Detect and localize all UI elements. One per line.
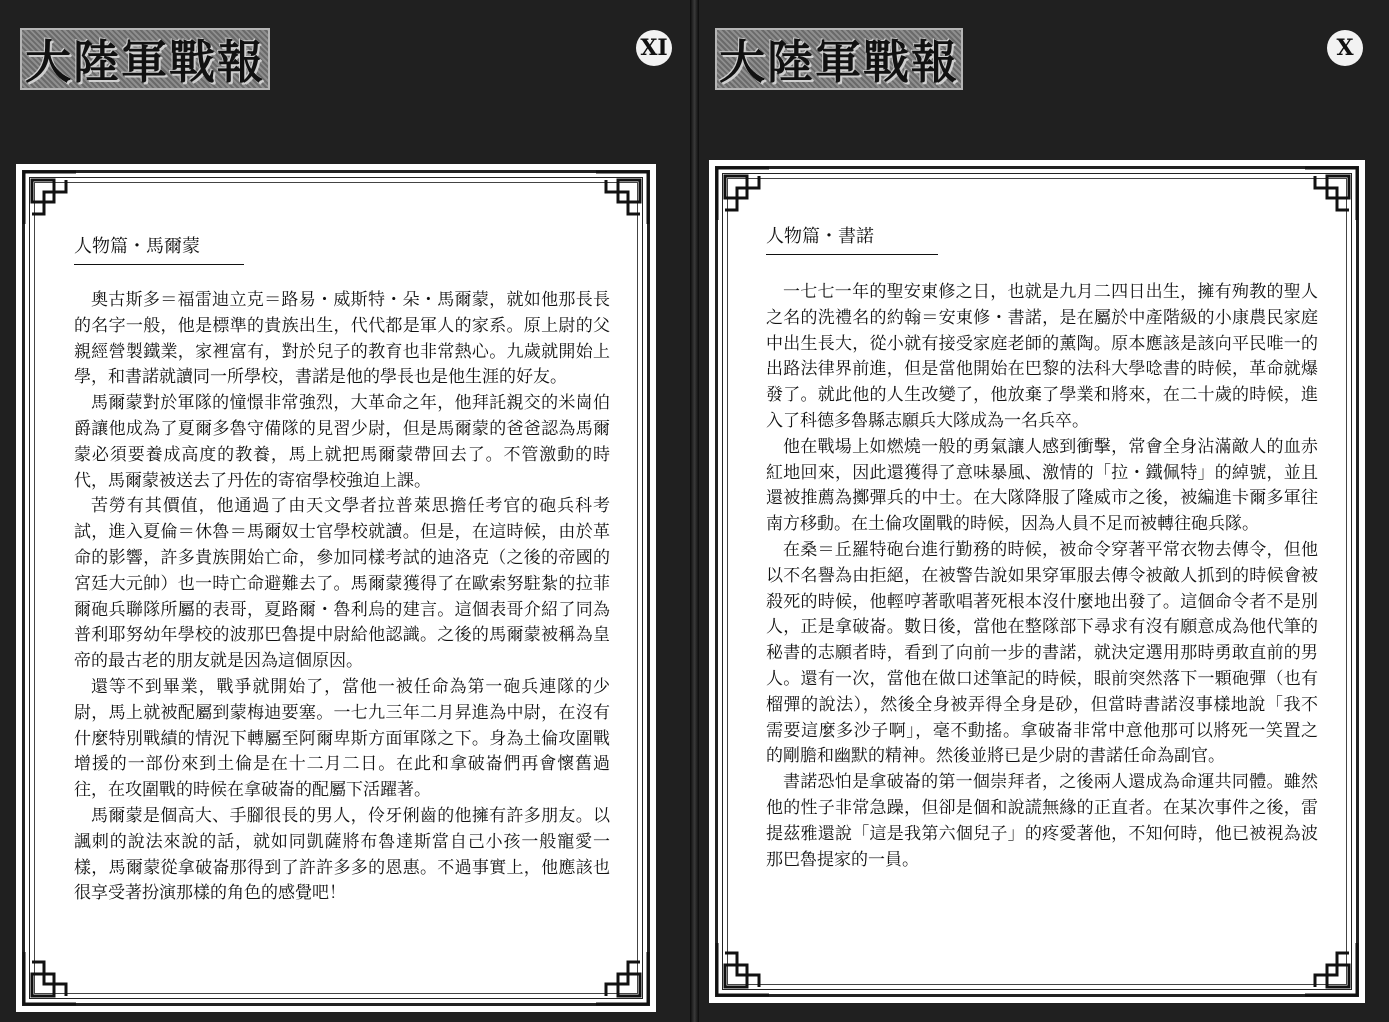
body-text: [766, 280, 1318, 873]
corner-ornament-icon: [18, 948, 80, 1010]
paragraph: 在桑＝丘羅特砲台進行勤務的時候，被命令穿著平常衣物去傳令，但他以不名譽為由拒絕，在被警告說如果穿軍服去傳令被敵人抓到的時候會被殺死的時候，他輕哼著歌唱著死根本沒什麼地出發了。這個命令者不是別人，正是拿破崙。數日後，當他在整隊部下尋求有沒有願意成為他代筆的秘書的志願者時，看到了向前一步的書諾，就決定選用那時勇敢直前的男人。還有一次，當他在做口述筆記的時候，眼前突然落下一顆砲彈（也有榴彈的說法），然後全身被弄得全身是砂，但當時書諾沒事樣地說「我不需要這麼多沙子啊」，毫不動搖。拿破崙非常中意他那可以將死一笑置之的剛膽和幽默的精神。然後並將已是少尉的書諾任命為副官。: [766, 539, 1318, 767]
section-heading: 人物篇・書諾: [766, 222, 938, 255]
corner-ornament-icon: [1301, 162, 1363, 224]
corner-ornament-icon: [711, 939, 773, 1001]
corner-ornament-icon: [592, 948, 654, 1010]
paragraph: 他在戰場上如燃燒一般的勇氣讓人感到衝擊，常會全身沾滿敵人的血赤紅地回來，因此還獲得了意味暴風、激情的「拉・鐵佩特」的綽號，並且還被推薦為擲彈兵的中士。在大隊降服了隆威市之後，被編進卡爾多軍往南方移動。在土倫攻圍戰的時候，因為人員不足而被轉往砲兵隊。: [766, 436, 1318, 535]
corner-ornament-icon: [711, 162, 773, 224]
corner-ornament-icon: [18, 166, 80, 228]
corner-ornament-icon: [592, 166, 654, 228]
banner-title: [20, 28, 270, 90]
paragraph: 書諾恐怕是拿破崙的第一個崇拜者，之後兩人還成為命運共同體。雖然他的性子非常急躁，但卻是個和說謊無緣的正直者。在某次事件之後，雷提茲雅還說「這是我第六個兒子」的疼愛著他，不知何時，他已被視為波那巴魯提家的一員。: [766, 772, 1318, 870]
paragraph: 還等不到畢業，戰爭就開始了，當他一被任命為第一砲兵連隊的少尉，馬上就被配屬到蒙梅迪要塞。一七九三年二月昇進為中尉，在沒有什麼特別戰績的情況下轉屬至阿爾卑斯方面軍隊之下。身為土倫攻圍戰增援的一部份來到土倫是在十二月二日。在此和拿破崙們再會懷舊過往，在攻圍戰的時候在拿破崙的配屬下活躍著。: [74, 676, 610, 801]
corner-ornament-icon: [1301, 939, 1363, 1001]
page-number: XI: [636, 30, 672, 66]
left-page: [0, 0, 690, 1022]
right-page: [699, 0, 1389, 1022]
paragraph: 馬爾蒙是個高大、手腳很長的男人，伶牙俐齒的他擁有許多朋友。以諷刺的說法來說的話，就如同凱薩將布魯達斯當自己小孩一般寵愛一樣，馬爾蒙從拿破崙那得到了許許多多的恩惠。不過事實上，他應該也很享受著扮演那樣的角色的感覺吧！: [74, 805, 610, 904]
banner-title: [715, 28, 963, 90]
paragraph: 一七七一年的聖安東修之日，也就是九月二四日出生，擁有殉教的聖人之名的洗禮名的約翰＝安東修・書諾，是在屬於中產階級的小康農民家庭中出生長大，從小就有接受家庭老師的薰陶。原本應該是該向平民唯一的出路法律界前進，但是當他開始在巴黎的法科大學唸書的時候，革命就爆發了。就此他的人生改變了，他放棄了學業和將來，在二十歲的時候，進入了科德多魯縣志願兵大隊成為一名兵卒。: [766, 282, 1318, 431]
page-number: X: [1327, 30, 1363, 66]
banner-text: 大陸軍戰報: [719, 35, 959, 89]
text-panel: [709, 160, 1365, 1003]
section-heading: 人物篇・馬爾蒙: [74, 232, 244, 265]
body-text: [74, 288, 610, 907]
book-gutter: [690, 0, 699, 1022]
paragraph: 奧古斯多＝福雷迪立克＝路易・威斯特・朵・馬爾蒙，就如他那長長的名字一般，他是標準的貴族出生，代代都是軍人的家系。原上尉的父親經營製鐵業，家裡富有，對於兒子的教育也非常熱心。九歲就開始上學，和書諾就讀同一所學校，書諾是他的學長也是他生涯的好友。: [74, 290, 610, 388]
paragraph: 馬爾蒙對於軍隊的憧憬非常強烈，大革命之年，他拜託親交的米崗伯爵讓他成為了夏爾多魯守備隊的見習少尉，但是馬爾蒙的爸爸認為馬爾蒙必須要養成高度的教養，馬上就把馬爾蒙帶回去了。不管激動的時代，馬爾蒙被送去了丹佐的寄宿學校強迫上課。: [74, 393, 610, 491]
banner-text: 大陸軍戰報: [25, 35, 265, 89]
text-panel: [16, 164, 656, 1012]
paragraph: 苦勞有其價值，他通過了由天文學者拉普萊思擔任考官的砲兵科考試，進入夏倫＝休魯＝馬爾奴士官學校就讀。但是，在這時候，由於革命的影響，許多貴族開始亡命，參加同樣考試的迪洛克（之後的帝國的宮廷大元帥）也一時亡命避難去了。馬爾蒙獲得了在歐索努駐紮的拉菲爾砲兵聯隊所屬的表哥，夏路爾・魯利烏的建言。這個表哥介紹了同為普利耶努幼年學校的波那巴魯提中尉給他認識。之後的馬爾蒙被稱為皇帝的最古老的朋友就是因為這個原因。: [74, 496, 610, 672]
